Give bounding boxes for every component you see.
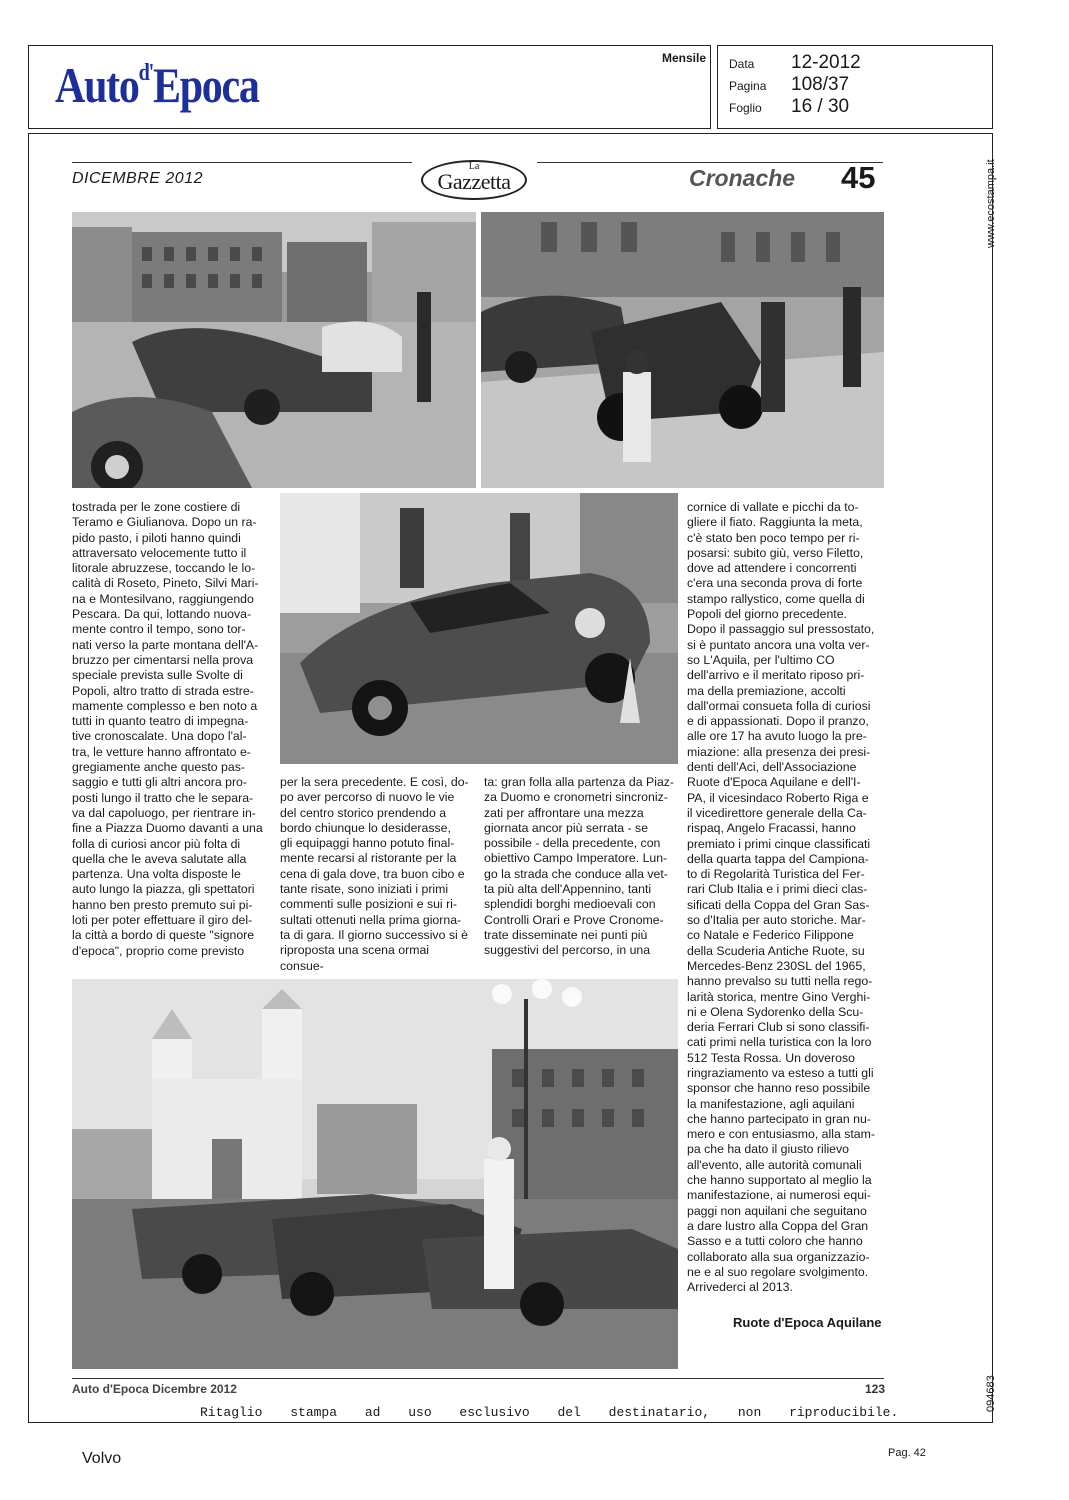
meta-label: Data bbox=[729, 57, 755, 71]
article-line: so L'Aquila, per l'ultimo CO bbox=[687, 652, 835, 667]
article-line: Dopo il passaggio sul pressostato, bbox=[687, 622, 875, 637]
section-name: Cronache bbox=[689, 165, 796, 191]
article-line: commenti sulle posizioni e sui ri- bbox=[280, 897, 458, 912]
article-line: tutti in quanto teatro di impegna- bbox=[72, 714, 249, 729]
gazzetta-logo bbox=[421, 160, 527, 200]
article-line: sificati della Coppa del Gran Sas- bbox=[687, 897, 870, 912]
sports-car-number-01-photo bbox=[280, 493, 678, 764]
article-line: Arrivederci al 2013. bbox=[687, 1280, 793, 1295]
clipping-meta-box bbox=[717, 45, 993, 129]
article-line: che hanno partecipato in gran nu- bbox=[687, 1111, 871, 1126]
article-line: posarsi: subito giù, verso Filetto, bbox=[687, 545, 864, 560]
header-rule-left bbox=[72, 162, 412, 163]
article-line: gregiamente anche questo pas- bbox=[72, 760, 245, 775]
article-line: gli equipaggi hanno potuto final- bbox=[280, 836, 455, 851]
article-line: dall'ormai consueta folla di curiosi bbox=[687, 698, 871, 713]
issue-month: DICEMBRE 2012 bbox=[72, 170, 203, 187]
article-line: va dal capoluogo, per rientrare in- bbox=[72, 805, 256, 820]
article-line: la città a bordo di queste "signore bbox=[72, 928, 255, 943]
article-line: tive cronoscalate. Una dopo l'al- bbox=[72, 729, 247, 744]
meta-value: 108/37 bbox=[791, 74, 850, 95]
article-line: sultati ottenuti nella prima giorna- bbox=[280, 912, 462, 927]
article-line: speciale prevista sulle Svolte di bbox=[72, 668, 243, 683]
article-line: pido pasto, i piloti hanno quindi bbox=[72, 530, 241, 545]
article-line: Mercedes-Benz 230SL del 1965, bbox=[687, 958, 866, 973]
vintage-cars-square-photo bbox=[481, 212, 884, 488]
article-line: mamente complesso e ben noto a bbox=[72, 698, 258, 713]
piazza-parked-cars-photo bbox=[72, 212, 476, 488]
article-line: all'evento, alle autorità comunali bbox=[687, 1157, 862, 1172]
article-line: cornice di vallate e picchi da to- bbox=[687, 500, 859, 514]
article-line: trate disseminate nei punti più bbox=[484, 927, 648, 942]
article-line: dove ad attendere i concorrenti bbox=[687, 561, 857, 576]
article-line: partenza. Una volta disposte le bbox=[72, 867, 241, 882]
article-line: possibile - della precedente, con bbox=[484, 836, 661, 851]
article-line: ne e al suo regolare svolgimento. bbox=[687, 1264, 869, 1279]
masthead-logo: Auto$^{d'}$Epoca bbox=[55, 57, 259, 113]
article-column-3 bbox=[484, 775, 680, 959]
article-line: mero e con entusiasmo, alla stam- bbox=[687, 1127, 875, 1142]
article-line: stampo rallystico, come quella di bbox=[687, 591, 865, 606]
article-line: tra, le vetture hanno affrontato e- bbox=[72, 744, 251, 759]
article-line: go la strada che conduce alla vet- bbox=[484, 866, 668, 881]
article-line: suggestivi del percorso, in una bbox=[484, 943, 651, 958]
article-line: che hanno supportato al meglio la bbox=[687, 1173, 872, 1188]
article-line: ta: gran folla alla partenza da Piaz- bbox=[484, 775, 675, 789]
footer-page-number: 123 bbox=[865, 1382, 886, 1396]
article-signature: Ruote d'Epoca Aquilane bbox=[733, 1315, 882, 1330]
article-line: PA, il vicesindaco Roberto Riga e bbox=[687, 790, 869, 805]
article-line: del centro storico prendendo a bbox=[280, 805, 447, 820]
article-line: cati primi nella turistica con la loro bbox=[687, 1035, 872, 1050]
article-line: c'è stato ben poco tempo per ri- bbox=[687, 530, 860, 545]
article-line: bordo chiunque lo desiderasse, bbox=[280, 820, 451, 835]
article-column-2 bbox=[280, 775, 476, 974]
article-line: 512 Testa Rossa. Un doveroso bbox=[687, 1050, 855, 1065]
article-line: rispaq, Angelo Fracassi, hanno bbox=[687, 821, 856, 836]
article-line: mente contro il tempo, sono tor- bbox=[72, 622, 246, 637]
article-line: so d'Italia per auto storiche. Mar- bbox=[687, 913, 866, 928]
clipping-code-vertical: 094683 bbox=[985, 1375, 997, 1412]
article-line: to di Regolarità Turistica del Fer- bbox=[687, 867, 865, 882]
meta-row-sheet bbox=[729, 96, 849, 118]
gazzetta-logo-small: La bbox=[468, 161, 480, 172]
article-line: po aver percorso di nuovo le vie bbox=[280, 790, 455, 805]
article-line: loti per poter effettuare il giro del- bbox=[72, 913, 253, 928]
article-line: hanno ben presto premuto sui pi- bbox=[72, 897, 253, 912]
article-line: premiato i primi cinque classificati bbox=[687, 836, 871, 851]
article-line: ni e Olena Sydorenko della Scu- bbox=[687, 1004, 864, 1019]
article-line: litorale abruzzese, toccando le lo- bbox=[72, 561, 256, 576]
article-line: e di appassionati. Dopo il pranzo, bbox=[687, 714, 869, 729]
article-line: c'era una seconda prova di forte bbox=[687, 576, 863, 591]
article-line: larità storica, mentre Gino Verghi- bbox=[687, 989, 871, 1004]
duomo-ferrari-line-photo bbox=[72, 979, 678, 1369]
article-line: calità di Roseto, Pineto, Silvi Mari- bbox=[72, 576, 259, 591]
article-line: d'epoca", proprio come previsto bbox=[72, 943, 245, 958]
article-line: zati per affrontare una mezza bbox=[484, 805, 644, 820]
article-line: paggi non aquilani che seguitano bbox=[687, 1203, 867, 1218]
article-line: splendidi borghi medioevali con bbox=[484, 897, 656, 912]
meta-row-page bbox=[729, 74, 849, 96]
article-line: deria Ferrari Club si sono classifi- bbox=[687, 1020, 870, 1035]
article-line: Teramo e Giulianova. Dopo un ra- bbox=[72, 515, 257, 530]
masthead-box bbox=[28, 45, 711, 129]
clipping-notice: Ritaglio stampa ad uso esclusivo del destinatario, non riproducibile. bbox=[200, 1405, 899, 1420]
client-name: Volvo bbox=[82, 1450, 122, 1467]
article-line: ta più alta dell'Appennino, tanti bbox=[484, 882, 652, 897]
article-line: Sasso e a tutti coloro che hanno bbox=[687, 1234, 863, 1249]
article-line: si è puntato ancora una volta ver- bbox=[687, 637, 870, 652]
article-line: della quarta tappa del Campiona- bbox=[687, 851, 869, 866]
footer-rule bbox=[72, 1378, 884, 1379]
page-number: 45 bbox=[841, 160, 876, 195]
article-line: Pescara. Da qui, lottando nuova- bbox=[72, 607, 252, 622]
footer-magazine: Auto d'Epoca Dicembre 2012 bbox=[72, 1382, 237, 1396]
article-line: auto lungo la piazza, gli spettatori bbox=[72, 882, 255, 897]
article-line: riproposta una scena ormai consue- bbox=[280, 943, 430, 973]
article-line: folla di curiosi ancor più folta di bbox=[72, 836, 241, 851]
article-line: saggio e tutti gli altri ancora pro- bbox=[72, 775, 247, 790]
article-line: collaborato alla sua organizzazio- bbox=[687, 1249, 870, 1264]
article-line: giornata ancor più serrata - se bbox=[484, 820, 649, 835]
article-line: Popoli, altro tratto di strada estre- bbox=[72, 683, 254, 698]
meta-label: Foglio bbox=[729, 101, 762, 115]
article-line: quella che le aveva salutate alla bbox=[72, 851, 247, 866]
article-line: attraversato velocemente tutto il bbox=[72, 545, 247, 560]
article-line: manifestazione, ai numerosi equi- bbox=[687, 1188, 871, 1203]
meta-value: 16 / 30 bbox=[791, 96, 850, 117]
article-line: za Duomo e cronometri sincroniz- bbox=[484, 790, 668, 805]
article-line: ma della premiazione, accolti bbox=[687, 683, 846, 698]
article-line: denti dell'Aci, dell'Associazione bbox=[687, 760, 857, 775]
website-vertical: www.ecostampa.it bbox=[985, 159, 997, 248]
article-line: dell'arrivo e il meritato riposo pri- bbox=[687, 668, 865, 683]
article-line: mente recarsi al ristorante per la bbox=[280, 851, 457, 866]
article-column-4 bbox=[687, 500, 887, 1295]
periodicity-label: Mensile bbox=[661, 51, 706, 65]
article-line: pa che ha dato il giusto rilievo bbox=[687, 1142, 850, 1157]
article-line: co Natale e Federico Filippone bbox=[687, 928, 854, 943]
meta-value: 12-2012 bbox=[791, 52, 861, 73]
meta-label: Pagina bbox=[729, 79, 767, 93]
gazzetta-logo-text: Gazzetta bbox=[437, 169, 511, 194]
article-line: miazione: alla presenza dei presi- bbox=[687, 744, 871, 759]
article-line: della Scuderia Antiche Ruote, su bbox=[687, 943, 865, 958]
article-line: na e Montesilvano, raggiungendo bbox=[72, 591, 254, 606]
article-line: a dare lustro alla Coppa del Gran bbox=[687, 1218, 869, 1233]
article-line: tante risate, sono iniziati i primi bbox=[280, 882, 449, 897]
article-line: posti lungo il tratto che le separa- bbox=[72, 790, 254, 805]
sheet-page: Pag. 42 bbox=[888, 1447, 926, 1459]
article-line: Controlli Orari e Prove Cronome- bbox=[484, 912, 664, 927]
article-line: tostrada per le zone costiere di bbox=[72, 500, 241, 514]
article-line: la manifestazione, agli aquilani bbox=[687, 1096, 855, 1111]
article-line: bruzzo per cimentarsi nella prova bbox=[72, 652, 254, 667]
article-line: sponsor che hanno reso possibile bbox=[687, 1081, 871, 1096]
article-line: obiettivo Campo Imperatore. Lun- bbox=[484, 851, 668, 866]
article-line: rari Club Italia e i primi dieci clas- bbox=[687, 882, 868, 897]
article-line: alle ore 17 ha avuto luogo la pre- bbox=[687, 729, 867, 744]
article-line: per la sera precedente. E così, do- bbox=[280, 775, 469, 789]
article-column-1 bbox=[72, 500, 274, 959]
article-line: il vicedirettore generale della Ca- bbox=[687, 805, 867, 820]
article-line: Ruote d'Epoca Aquilane e dell'I- bbox=[687, 775, 861, 790]
article-line: hanno prevalso su tutti nella rego- bbox=[687, 974, 873, 989]
article-line: fine a Piazza Duomo davanti a una bbox=[72, 821, 263, 836]
article-line: ta di gara. Il giorno successivo si è bbox=[280, 927, 468, 942]
header-rule-right bbox=[537, 162, 883, 163]
article-line: nati verso la parte montana dell'A- bbox=[72, 637, 259, 652]
article-line: gliere il fiato. Raggiunta la meta, bbox=[687, 515, 863, 530]
article-line: cena di gala dove, tra buon cibo e bbox=[280, 866, 465, 881]
article-line: ringraziamento va esteso a tutti gli bbox=[687, 1065, 874, 1080]
meta-row-date bbox=[729, 52, 861, 74]
article-line: Popoli del giorno precedente. bbox=[687, 607, 847, 622]
